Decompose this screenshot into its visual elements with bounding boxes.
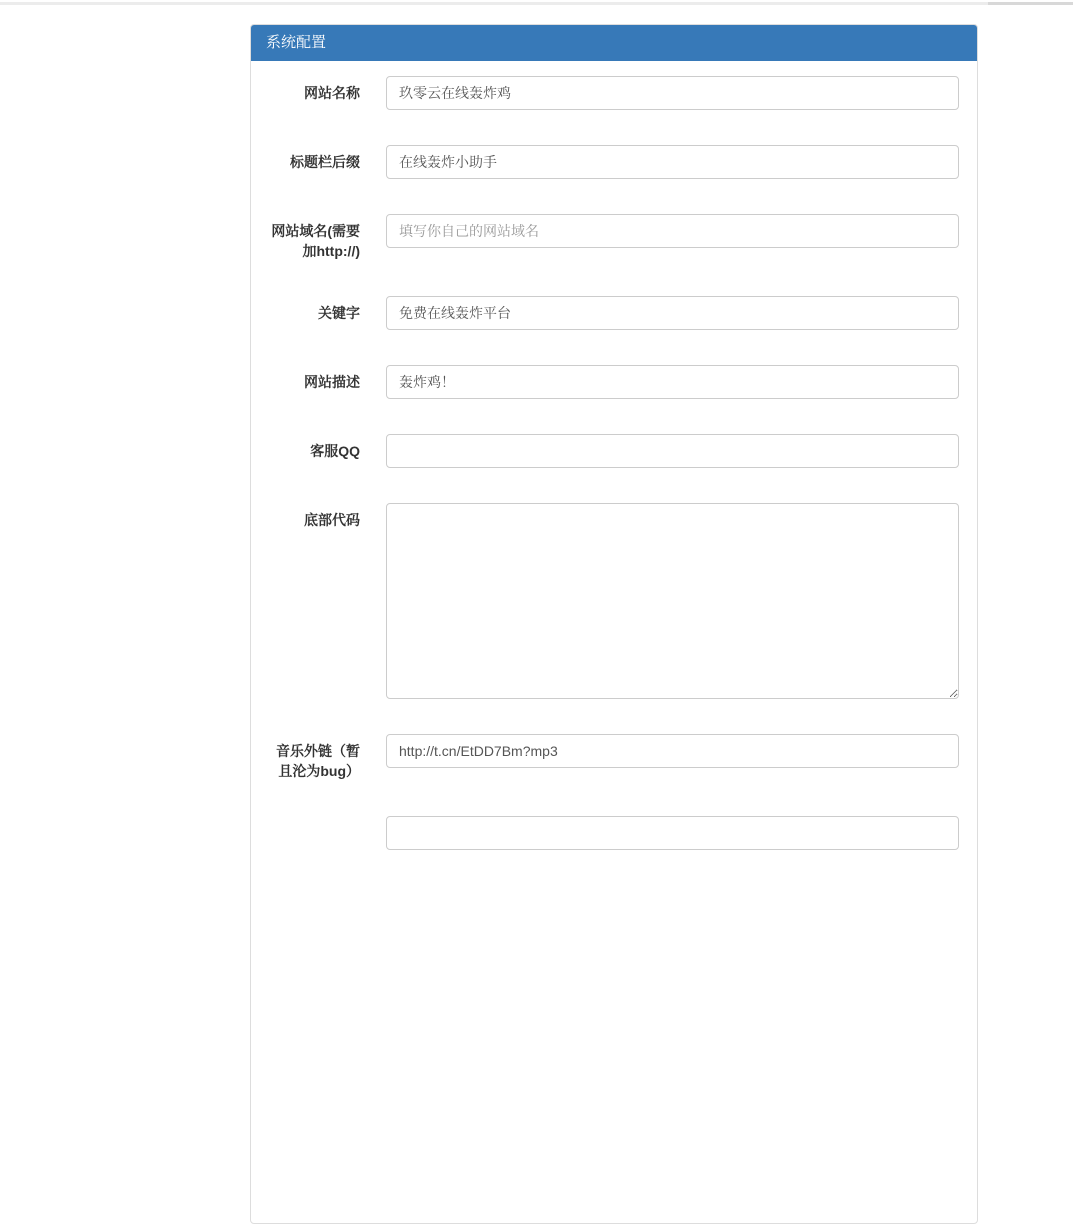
form-row-site-description: [251, 365, 977, 399]
keywords-label: 关键字: [318, 305, 360, 321]
config-form: [251, 61, 977, 900]
form-row-title-suffix: [251, 145, 977, 179]
keywords-input[interactable]: [386, 296, 959, 330]
title-suffix-input[interactable]: [386, 145, 959, 179]
field-input-wrap: [386, 365, 959, 399]
form-row-partial-field: [251, 816, 977, 850]
form-row-keywords: [251, 296, 977, 330]
form-row-service-qq: [251, 434, 977, 468]
site-name-input[interactable]: [386, 76, 959, 110]
panel-header: [251, 25, 977, 61]
service-qq-label: 客服QQ: [310, 443, 360, 459]
title-suffix-label: 标题栏后缀: [290, 154, 360, 170]
field-input-wrap: [386, 214, 959, 248]
panel-title: 系统配置: [266, 34, 327, 51]
service-qq-input[interactable]: [386, 434, 959, 468]
field-input-wrap: [386, 734, 959, 768]
footer-code-label: 底部代码: [304, 512, 360, 528]
top-scrollbar-thumb[interactable]: [988, 2, 1073, 5]
form-row-site-domain: [251, 214, 977, 261]
form-row-footer-code: [251, 503, 977, 699]
music-link-input[interactable]: [386, 734, 959, 768]
music-link-label: 音乐外链（暂且沦为bug）: [276, 743, 360, 779]
field-input-wrap: [386, 76, 959, 110]
top-scrollbar-track: [0, 2, 1073, 5]
field-input-wrap: [386, 816, 959, 850]
site-domain-input[interactable]: [386, 214, 959, 248]
field-input-wrap: [386, 503, 959, 699]
system-config-panel: [250, 24, 978, 1224]
site-name-label: 网站名称: [304, 85, 360, 101]
site-description-label: 网站描述: [304, 374, 360, 390]
site-description-input[interactable]: [386, 365, 959, 399]
form-row-music-link: [251, 734, 977, 781]
form-row-site-name: [251, 76, 977, 110]
field-input-wrap: [386, 296, 959, 330]
site-domain-label: 网站域名(需要加http://): [271, 223, 360, 259]
partial-field-label: [266, 816, 360, 823]
field-input-wrap: [386, 434, 959, 468]
partial-field-input[interactable]: [386, 816, 959, 850]
footer-code-textarea[interactable]: [386, 503, 959, 699]
field-input-wrap: [386, 145, 959, 179]
